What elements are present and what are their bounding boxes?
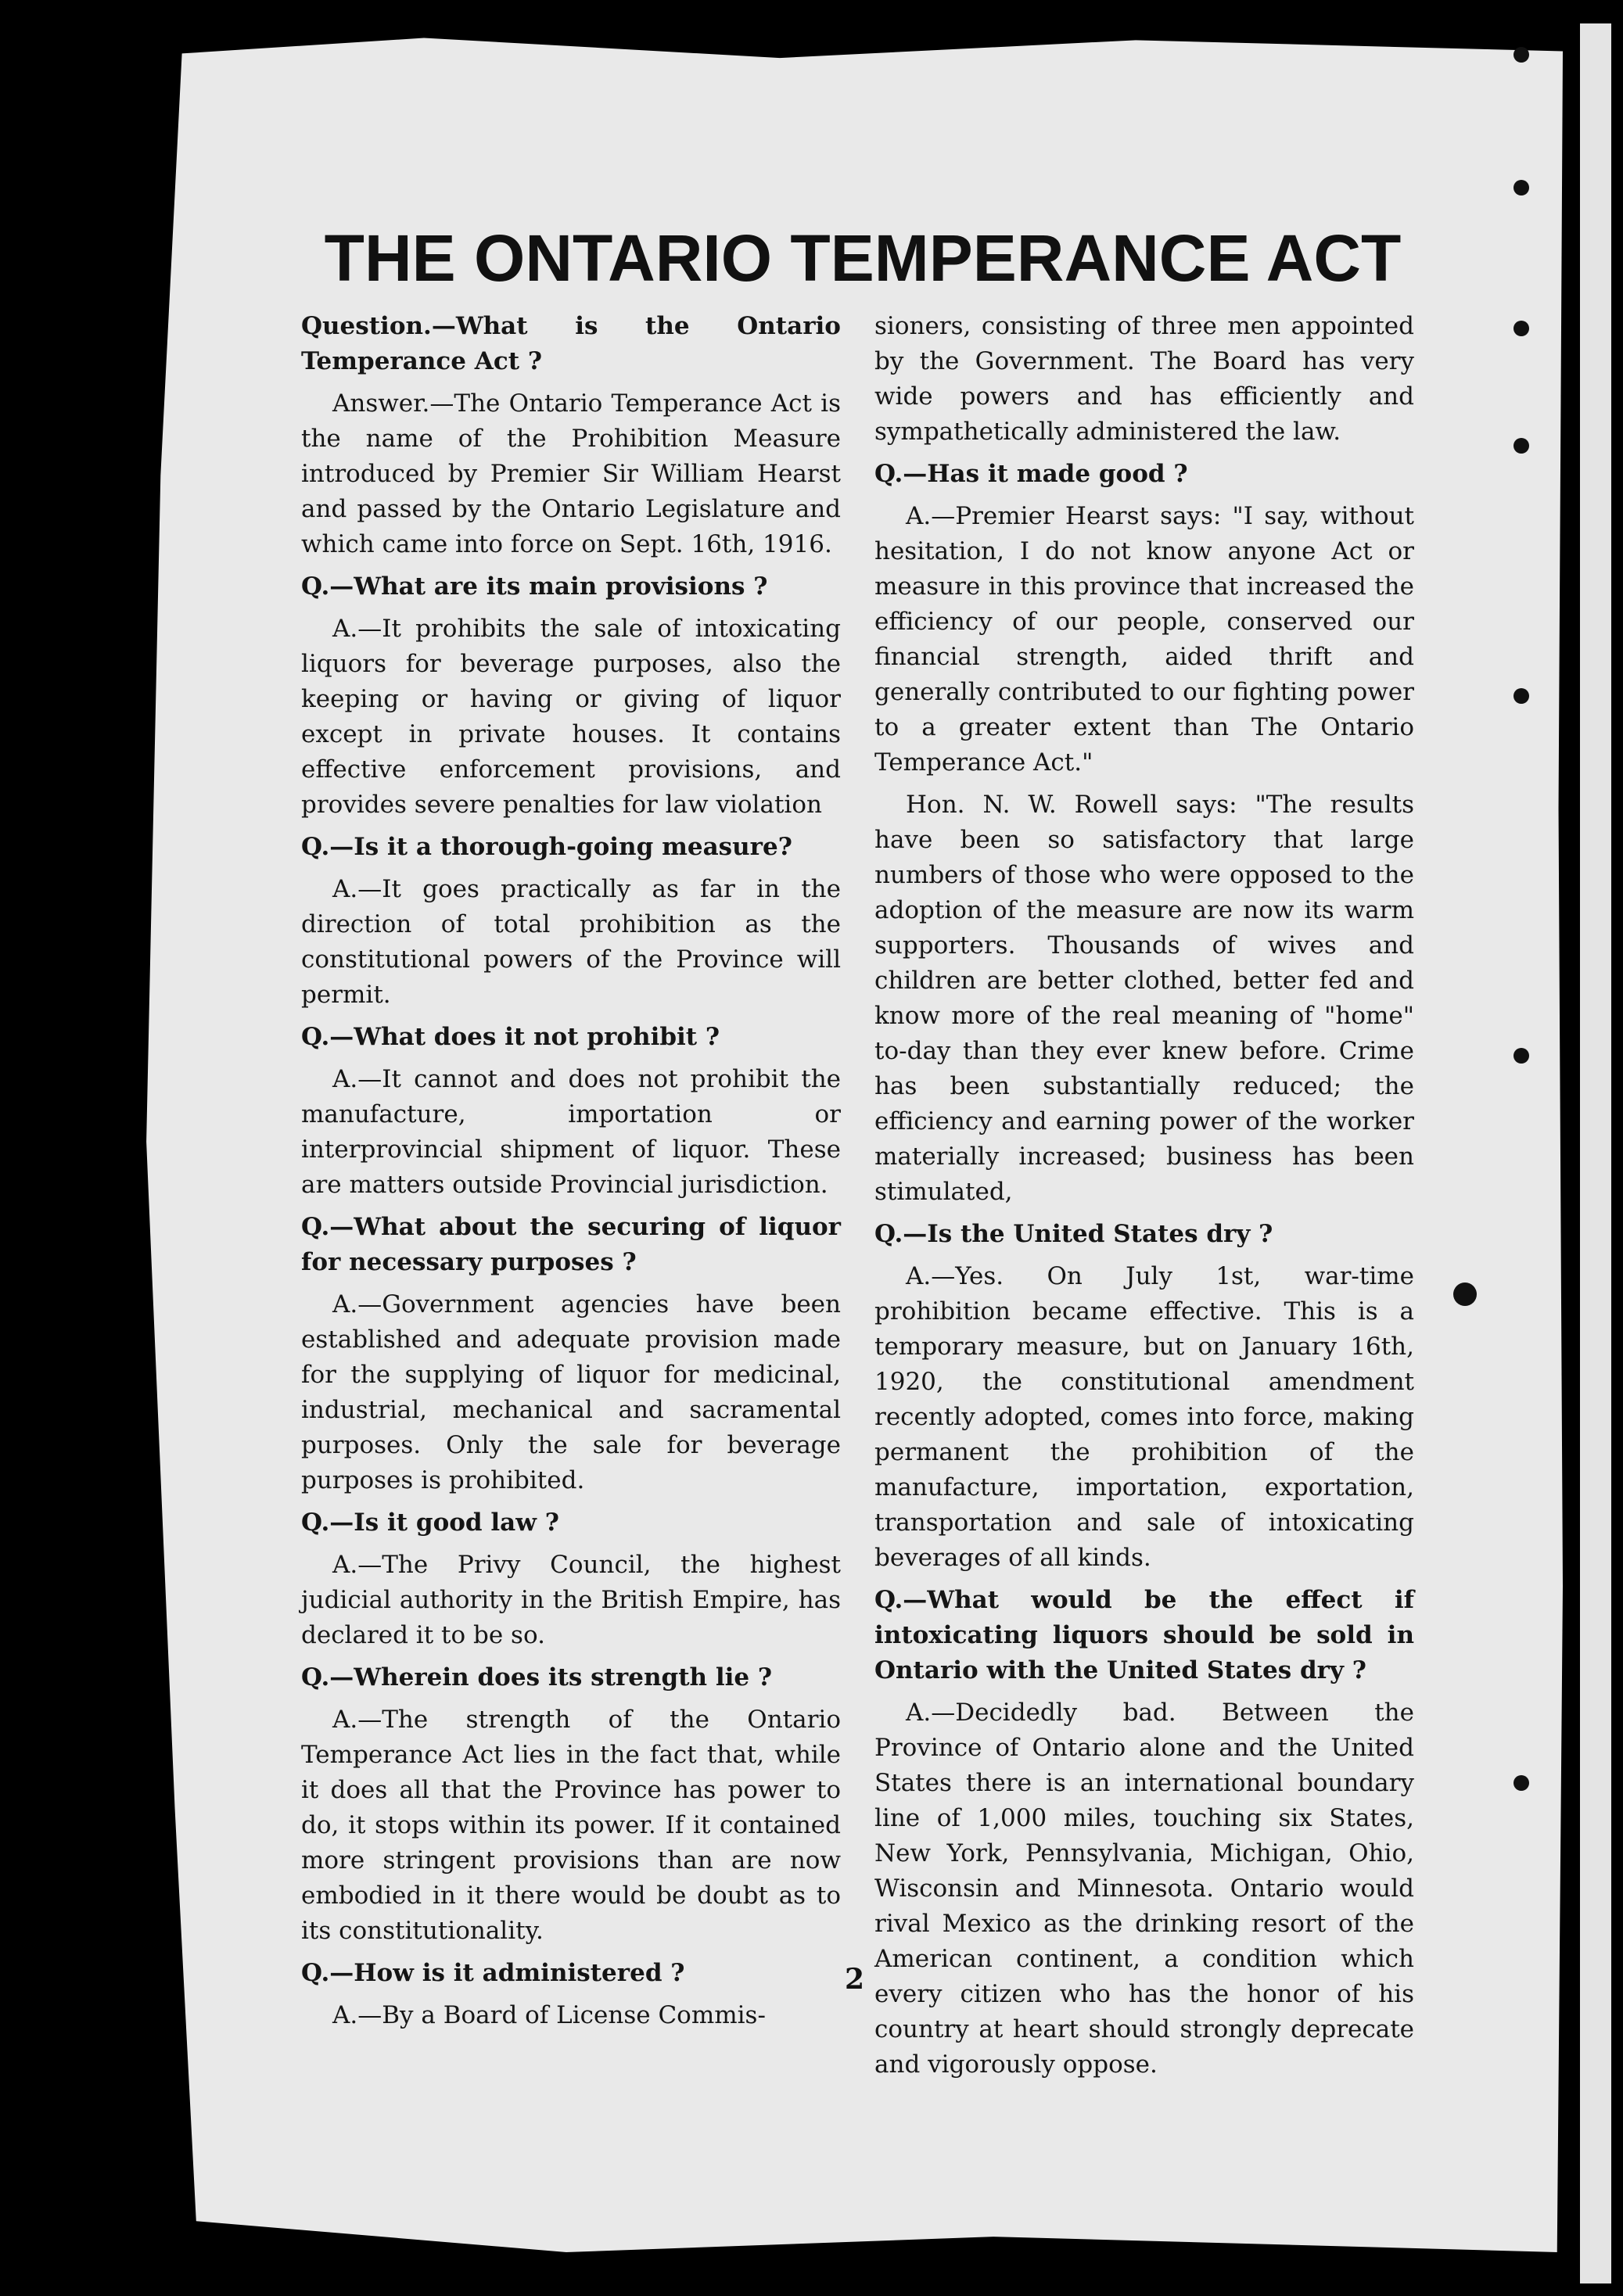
document-title: THE ONTARIO TEMPERANCE ACT: [324, 221, 1402, 295]
answer: A.—By a Board of License Commis-: [332, 2001, 766, 2029]
binding-hole-mark: [1513, 688, 1529, 704]
binding-hole-mark: [1453, 1283, 1477, 1306]
answer: Answer.—The Ontario Temperance Act is the name of the Prohibition Measure introduced by Premier Sir William Hearst and passed by the Ontario Legislature and which came into force on Sept. 16th, 1916.: [301, 389, 841, 558]
answer: A.—The Privy Council, the highest judicial authority in the British Empire, has declared it to be so.: [301, 1551, 841, 1649]
question: Q.—Is the United States dry ?: [874, 1220, 1273, 1248]
question: Q.—What about the securing of liquor for necessary purposes ?: [301, 1213, 841, 1276]
question: Q.—Is it a thorough-going measure?: [301, 833, 792, 861]
binding-hole-mark: [1513, 321, 1529, 336]
binding-hole-mark: [1513, 1775, 1529, 1791]
right-column: [874, 309, 1414, 2090]
binding-hole-mark: [1513, 1048, 1529, 1064]
answer: A.—The strength of the Ontario Temperance Act lies in the fact that, while it does all that the Province has power to do, it stops within its power. If it contained more stringent provisions than are now embodied in it there would be doubt as to its constitutionality.: [301, 1706, 841, 1945]
answer: A.—Government agencies have been established and adequate provision made for the supplying of liquor for medicinal, industrial, mechanical and sacramental purposes. Only the sale for beverage purposes is prohibited.: [301, 1290, 841, 1494]
answer: A.—Premier Hearst says: "I say, without hesitation, I do not know anyone Act or measure in this province that increased the efficiency of our people, conserved our financial strength, aided thrift and generally contributed to our fighting power to a greater extent than The Ontario Temperance Act.": [874, 502, 1414, 777]
answer-continuation: sioners, consisting of three men appointed by the Government. The Board has very wide powers and has efficiently and sympathetically administered the law.: [874, 312, 1414, 446]
answer: A.—It prohibits the sale of intoxicating liquors for beverage purposes, also the keeping or having or giving of liquor except in private houses. It contains effective enforcement provisions, and provides severe penalties for law violation: [301, 615, 841, 819]
left-column: [301, 309, 841, 2040]
question: Q.—How is it administered ?: [301, 1959, 685, 1987]
adjacent-page-edge: [1580, 23, 1611, 2283]
answer: A.—Yes. On July 1st, war-time prohibition became effective. This is a temporary measure, but on January 16th, 1920, the constitutional amendment recently adopted, comes into force, making permanent the prohibition of the manufacture, importation, exportation, transportation and sale of intoxicating beverages of all kinds.: [874, 1262, 1414, 1572]
question: Q.—Has it made good ?: [874, 460, 1188, 488]
question: Q.—What would be the effect if intoxicating liquors should be sold in Ontario with the United States dry ?: [874, 1586, 1414, 1684]
binding-hole-mark: [1513, 47, 1529, 63]
answer: A.—It goes practically as far in the direction of total prohibition as the constitutional powers of the Province will permit.: [301, 875, 841, 1009]
binding-hole-mark: [1513, 438, 1529, 454]
binding-hole-mark: [1513, 180, 1529, 196]
question: Q.—Wherein does its strength lie ?: [301, 1663, 773, 1692]
page-number: 2: [845, 1963, 865, 1996]
question: Q.—What are its main provisions ?: [301, 572, 768, 601]
question: Question.—What is the Ontario Temperance Act ?: [301, 312, 841, 375]
question: Q.—Is it good law ?: [301, 1509, 559, 1537]
answer: A.—Decidedly bad. Between the Province of Ontario alone and the United States there is an international boundary line of 1,000 miles, touching six States, New York, Pennsylvania, Michigan, Ohio, Wisconsin and Minnesota. Ontario would rival Mexico as the drinking resort of the American continent, a condition which every citizen who has the honor of his country at heart should strongly deprecate and vigorously oppose.: [874, 1699, 1414, 2079]
question: Q.—What does it not prohibit ?: [301, 1023, 720, 1051]
answer: A.—It cannot and does not prohibit the manufacture, importation or interprovincial shipment of liquor. These are matters outside Provincial jurisdiction.: [301, 1065, 841, 1199]
answer: Hon. N. W. Rowell says: "The results have been so satisfactory that large numbers of those who were opposed to the adoption of the measure are now its warm supporters. Thousands of wives and children are better clothed, better fed and know more of the real meaning of "home" to-day than they ever knew before. Crime has been substantially reduced; the efficiency and earning power of the worker materially increased; business has been stimulated,: [874, 791, 1414, 1206]
